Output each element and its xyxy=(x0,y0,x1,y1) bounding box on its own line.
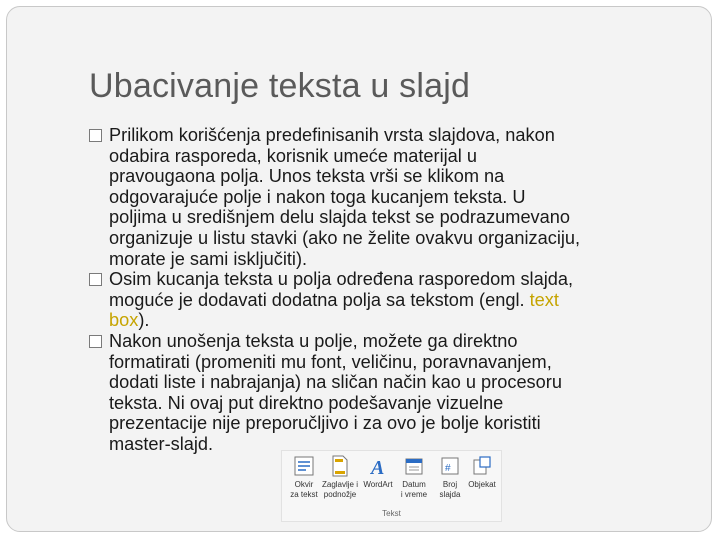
bullet-line: teksta. Ni ovaj put direktno podešavanje vizuelne xyxy=(109,392,504,413)
bullet-line: dodati liste i nabrajanja) na sličan način kao u procesoru xyxy=(109,372,562,393)
bullet-list xyxy=(89,125,689,455)
date-time-icon xyxy=(403,454,425,478)
bullet-box-icon xyxy=(89,273,102,286)
bullet-line: organizuje u listu stavki (ako ne želite ovakvu organizaciju, xyxy=(109,227,581,248)
bullet-line: prezentacije nije preporučljivo i za ovo je bolje koristiti xyxy=(109,413,541,434)
bullet-line xyxy=(109,310,689,331)
bullet-item xyxy=(89,331,689,455)
ribbon-label: Objekat xyxy=(468,480,496,489)
wordart-button[interactable] xyxy=(358,454,398,490)
bullet-line: master-slajd. xyxy=(109,433,214,454)
ribbon-label: Zaglavlje i xyxy=(321,480,358,489)
bullet-line: Osim kucanja teksta u polja određena rasporedom slajda, xyxy=(109,269,574,290)
bullet-line: morate je sami isključiti). xyxy=(109,248,308,269)
wordart-icon xyxy=(367,454,389,478)
header-footer-icon xyxy=(329,454,351,478)
text-box-icon xyxy=(293,454,315,478)
emphasis-text: box xyxy=(109,310,139,331)
bullet-line: Prilikom korišćenja predefinisanih vrsta slajdova, nakon xyxy=(109,125,555,145)
slide-number-icon xyxy=(439,454,461,478)
bullet-line: pravougaona polja. Unos teksta vrši se klikom na xyxy=(109,166,505,187)
ribbon-label: WordArt xyxy=(363,480,393,489)
bullet-text: moguće je dodavati dodatna polja sa tekstom (engl. xyxy=(109,289,530,310)
svg-text:A: A xyxy=(371,457,385,478)
ribbon-label: Datum xyxy=(402,480,426,489)
svg-text:#: # xyxy=(445,463,451,474)
emphasis-text: text xyxy=(529,289,559,310)
ribbon-label: i vreme xyxy=(400,490,428,499)
ribbon-group-label: Tekst xyxy=(382,509,401,518)
bullet-line: odgovarajuće polje i nakon toga kucanjem teksta. U xyxy=(109,186,526,207)
bullet-item xyxy=(89,125,689,269)
text-box-button[interactable] xyxy=(284,454,324,500)
ribbon-label: Okvir xyxy=(294,480,314,489)
bullet-item xyxy=(89,269,689,331)
object-icon xyxy=(471,454,493,478)
bullet-line: formatirati (promeniti mu font, veličinu, poravnavanjem, xyxy=(109,351,552,372)
header-footer-button[interactable] xyxy=(320,454,360,500)
bullet-line: odabira rasporeda, korisnik umeće materijal u xyxy=(109,145,477,166)
bullet-text: ). xyxy=(138,310,150,331)
date-time-button[interactable] xyxy=(394,454,434,500)
ribbon-label: za tekst xyxy=(290,490,318,499)
bullet-line xyxy=(109,290,689,311)
ribbon-text-group xyxy=(281,450,502,522)
bullet-box-icon xyxy=(89,129,102,142)
bullet-box-icon xyxy=(89,335,102,348)
ribbon-label: Broj xyxy=(442,480,458,489)
object-button[interactable] xyxy=(462,454,502,490)
bullet-line: Nakon unošenja teksta u polje, možete ga direktno xyxy=(109,330,518,351)
slide-title: Ubacivanje teksta u slajd xyxy=(89,67,471,105)
bullet-line: poljima u središnjem delu slajda tekst se podrazumevano xyxy=(109,207,570,228)
ribbon-label: slajda xyxy=(439,490,461,499)
ribbon-label: podnožje xyxy=(323,490,357,499)
